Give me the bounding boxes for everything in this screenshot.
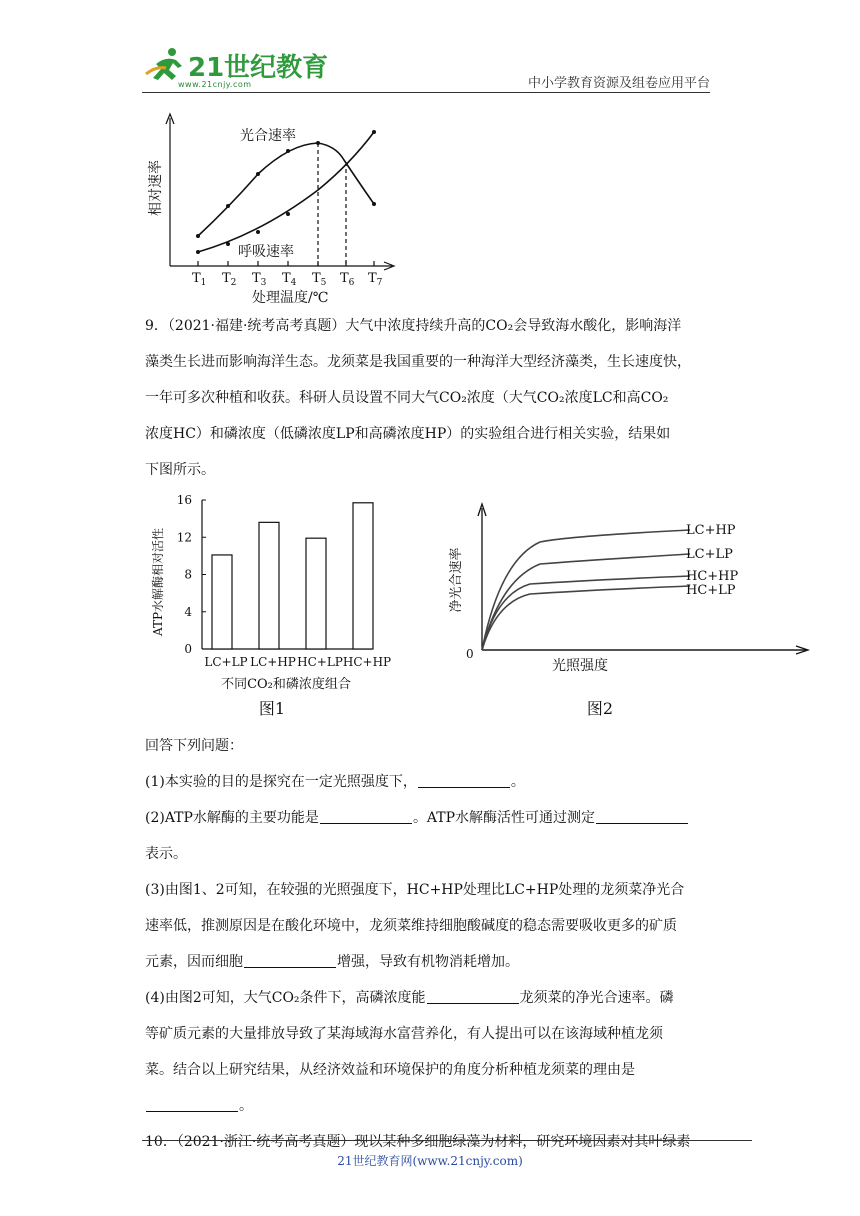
figure-2-line-chart (440, 490, 750, 720)
question-4-line-1 (145, 980, 717, 1016)
bar-lc-hp (259, 522, 279, 649)
q1-end: 。 (510, 774, 525, 790)
q3-end: 增强，导致有机物消耗增加。 (337, 954, 519, 970)
answer-blank-6[interactable] (146, 1097, 238, 1112)
q9-line-4: 浓度HC）和磷浓度（低磷浓度LP和高磷浓度HP）的实验组合进行相关实验，结果如 (145, 426, 671, 442)
fig1-title: 图1 (258, 699, 286, 718)
line-hc-lp (482, 586, 690, 650)
question-3-line-3 (145, 944, 717, 980)
question-9 (145, 308, 717, 488)
tick-label-T7: $T_7$ (368, 271, 383, 288)
fig1-xtick-hc-hp: HC+HP (342, 655, 392, 669)
q4-end: 。 (239, 1098, 253, 1114)
legend-lc-lp: LC+LP (686, 547, 733, 562)
q3-text: 元素，因而细胞 (145, 954, 243, 970)
question-1 (145, 764, 717, 800)
q9-line-5: 下图所示。 (145, 462, 215, 478)
q4-line-2: 等矿质元素的大量排放导致了某海域海水富营养化，有人提出可以在该海域种植龙须 (145, 1026, 663, 1042)
q9-line-3: 一年可多次种植和收获。科研人员设置不同大气CO₂浓度（大气CO₂浓度LC和高CO₂ (145, 390, 669, 406)
runner-icon (146, 48, 182, 80)
temperature-rate-figure (140, 108, 400, 308)
fig1-xtick-lc-lp: LC+LP (204, 655, 248, 669)
fig1-y-axis-label: ATP水解酶相对活性 (151, 527, 165, 637)
x-axis-label: 处理温度/℃ (252, 290, 329, 306)
sub-questions (145, 728, 717, 1160)
bar-hc-lp (306, 538, 326, 649)
logo-url: www.21cnjy.com (178, 80, 252, 89)
q1-text: (1)本实验的目的是探究在一定光照强度下， (145, 774, 417, 790)
figure-1-bar-chart (140, 490, 430, 720)
fig2-y-axis-label: 净光合速率 (449, 547, 464, 613)
footer-divider (142, 1140, 752, 1141)
q9-line-2: 藻类生长进而影响海洋生态。龙须菜是我国重要的一种海洋大型经济藻类，生长速度快， (145, 354, 691, 370)
legend-hc-hp: HC+HP (686, 569, 739, 584)
q4-text-b: 龙须菜的净光合速率。磷 (519, 990, 674, 1006)
site-slogan: 中小学教育资源及组卷应用平台 (527, 76, 710, 91)
logo-text: 21世纪教育 (188, 53, 329, 83)
fig2-title: 图2 (586, 699, 614, 718)
legend-hc-lp: HC+LP (686, 583, 736, 598)
answer-blank-4[interactable] (244, 953, 336, 968)
answer-blank-2[interactable] (320, 809, 412, 824)
question-4-line-4 (145, 1088, 717, 1124)
fig1-x-axis-label: 不同CO₂和磷浓度组合 (221, 677, 351, 692)
tick-label-T3: $T_3$ (252, 271, 267, 288)
answer-blank-5[interactable] (427, 989, 519, 1004)
bar-hc-hp (353, 503, 373, 649)
respiration-rate-label: 呼吸速率 (238, 244, 294, 260)
fig1-ytick-16: 16 (176, 493, 192, 507)
page-header (0, 0, 860, 100)
bar-lc-lp (212, 555, 232, 649)
fig1-ytick-4: 4 (184, 604, 192, 619)
tick-label-T5: $T_5$ (312, 271, 327, 288)
question-10: 10．（2021·浙江·统考高考真题）现以某种多细胞绿藻为材料，研究环境因素对其叶绿素 (145, 1134, 691, 1150)
fig1-ytick-8: 8 (184, 567, 192, 582)
y-axis-label: 相对速率 (148, 160, 164, 216)
answer-intro: 回答下列问题： (145, 738, 243, 754)
q2-text: (2)ATP水解酶的主要功能是 (145, 810, 319, 826)
q2-text-b: 。ATP水解酶活性可通过测定 (412, 810, 596, 826)
q4-line-3: 菜。结合以上研究结果，从经济效益和环境保护的角度分析种植龙须菜的理由是 (145, 1062, 635, 1078)
fig1-xtick-hc-lp: HC+LP (297, 655, 343, 669)
answer-blank-3[interactable] (596, 809, 688, 824)
header-divider (142, 92, 710, 93)
page-footer: 21世纪教育网(www.21cnjy.com) (337, 1154, 523, 1168)
legend-lc-hp: LC+HP (686, 523, 736, 538)
fig2-origin-label: 0 (466, 647, 474, 661)
question-2 (145, 800, 717, 836)
q4-text: (4)由图2可知，大气CO₂条件下，高磷浓度能 (145, 990, 426, 1006)
fig1-ytick-12: 12 (176, 530, 192, 545)
fig1-ytick-0: 0 (184, 642, 192, 656)
photosynthesis-rate-label: 光合速率 (240, 128, 296, 144)
q2-end: 表示。 (145, 846, 187, 862)
tick-label-T1: $T_1$ (192, 271, 207, 288)
fig1-xtick-lc-hp: LC+HP (250, 655, 296, 669)
q3-line-2: 速率低，推测原因是在酸化环境中，龙须菜维持细胞酸碱度的稳态需要吸收更多的矿质 (145, 918, 677, 934)
tick-label-T6: $T_6$ (340, 271, 355, 288)
tick-label-T2: $T_2$ (222, 271, 237, 288)
answer-blank-1[interactable] (418, 773, 510, 788)
q9-line-1: 9．（2021·福建·统考高考真题）大气中浓度持续升高的CO₂会导致海水酸化，影响海洋 (145, 318, 682, 334)
q3-line-1: (3)由图1、2可知，在较强的光照强度下，HC+HP处理比LC+HP处理的龙须菜净光合 (145, 882, 685, 898)
tick-label-T4: $T_4$ (282, 271, 297, 288)
fig2-x-axis-label: 光照强度 (552, 658, 608, 674)
